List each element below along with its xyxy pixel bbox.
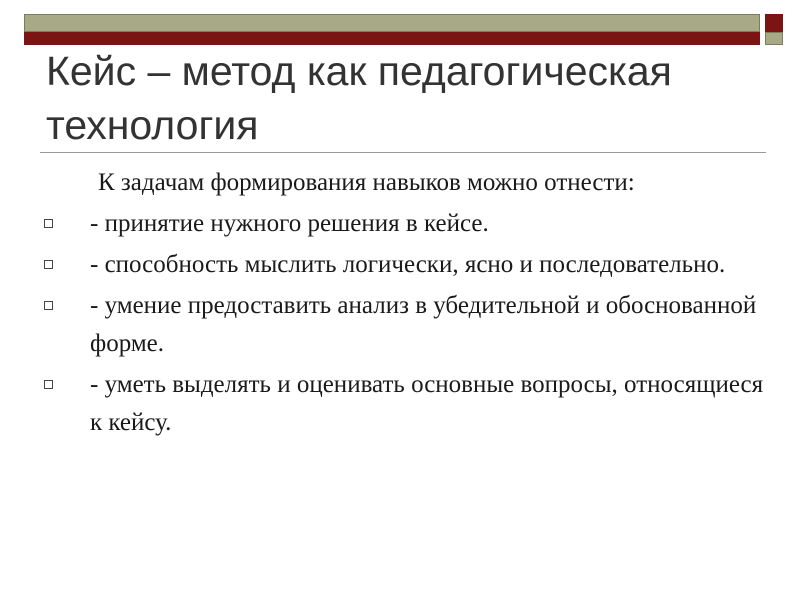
hollow-square-icon xyxy=(44,380,53,389)
header-bar-olive xyxy=(24,14,760,32)
bullet-text: - уметь выделять и оценивать основные вопросы, относящиеся к кейсу. xyxy=(90,371,764,436)
bullet-text: - умение предоставить анализ в убедительной и обоснованной форме. xyxy=(90,292,757,357)
intro-text xyxy=(40,164,770,202)
hollow-square-icon xyxy=(44,301,53,310)
bullet-text: - способность мыслить логически, ясно и последовательно. xyxy=(90,251,726,278)
bullet-item xyxy=(40,287,770,363)
bullet-text: - принятие нужного решения в кейсе. xyxy=(90,210,489,237)
hollow-square-icon xyxy=(44,260,53,269)
hollow-square-icon xyxy=(44,219,53,228)
bullet-item xyxy=(40,246,770,284)
slide-body xyxy=(40,164,770,445)
slide-title: Кейс – метод как педагогическая технология xyxy=(46,48,672,148)
header-square-maroon xyxy=(765,14,783,32)
header-square-olive xyxy=(765,32,783,45)
bullet-item xyxy=(40,205,770,243)
bullet-item xyxy=(40,366,770,442)
intro-text-label: К задачам формирования навыков можно отнести: xyxy=(98,169,635,196)
title-divider xyxy=(40,152,766,153)
